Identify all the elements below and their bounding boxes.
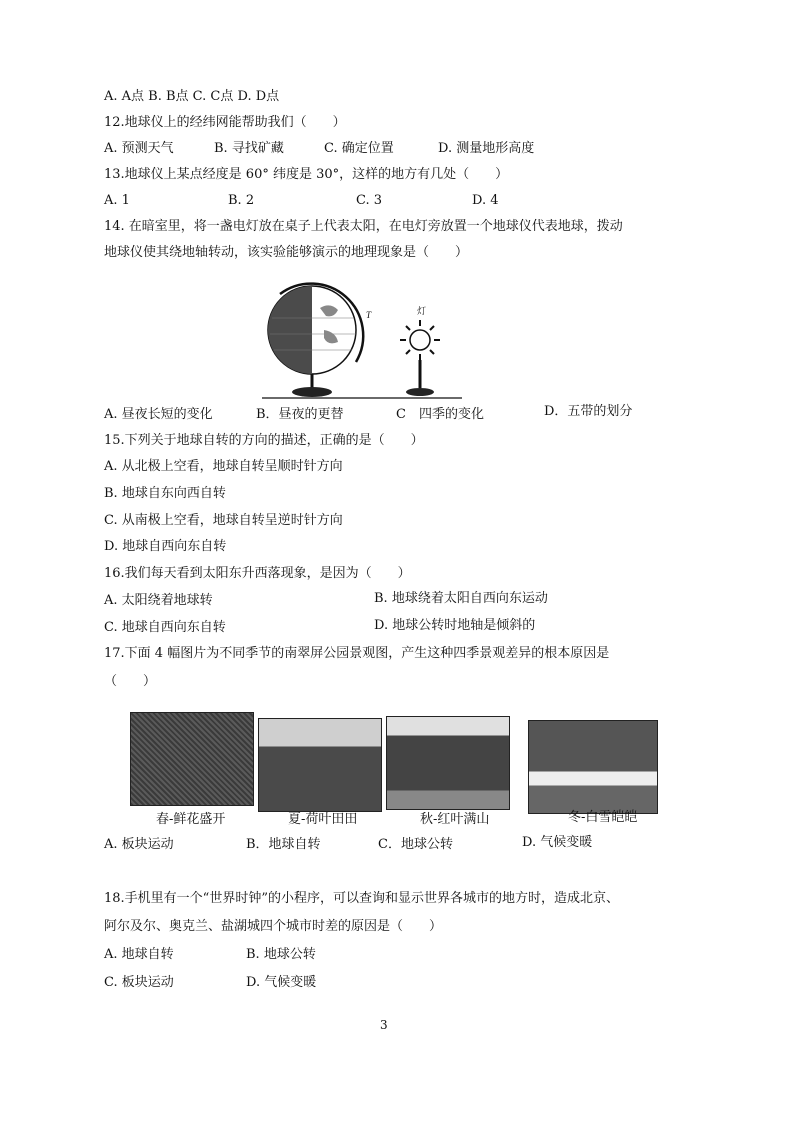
season-photo-spring [130, 712, 254, 806]
q12-option-d: D. 测量地形高度 [438, 141, 535, 156]
figure-label-t: T [366, 310, 372, 320]
q14-option-d: D．五带的划分 [544, 404, 633, 419]
q18-option-b: B. 地球公转 [246, 947, 316, 962]
q14-option-b: B．昼夜的更替 [256, 407, 344, 422]
q17-option-b: B．地球自转 [246, 837, 321, 852]
q13-option-c: C. 3 [356, 193, 383, 208]
q17-stem-line2: （ ） [104, 674, 157, 689]
q12-option-c: C. 确定位置 [324, 141, 394, 156]
q15-option-d: D. 地球自西向东自转 [104, 539, 227, 554]
q16-stem: 16.我们每天看到太阳东升西落现象，是因为（ ） [104, 566, 411, 581]
q14-option-a: A. 昼夜长短的变化 [104, 407, 213, 422]
q13-stem: 13.地球仪上某点经度是 60° 纬度是 30°，这样的地方有几处（ ） [104, 167, 509, 182]
q18-option-a: A. 地球自转 [104, 947, 174, 962]
q17-option-a: A. 板块运动 [104, 837, 174, 852]
q15-option-a: A. 从北极上空看，地球自转呈顺时针方向 [104, 459, 343, 474]
q18-stem-line1: 18.手机里有一个“世界时钟”的小程序，可以查询和显示世界各城市的地方时，造成北京、 [104, 891, 619, 906]
q14-stem-line1: 14. 在暗室里，将一盏电灯放在桌子上代表太阳，在电灯旁放置一个地球仪代表地球，拨动 [104, 219, 623, 234]
season-photo-summer [258, 718, 382, 812]
season-photo-winter [528, 720, 658, 814]
q15-option-b: B. 地球自东向西自转 [104, 486, 226, 501]
q11-options: A. A点 B. B点 C. C点 D. D点 [104, 89, 280, 104]
q18-stem-line2: 阿尔及尔、奥克兰、盐湖城四个城市时差的原因是（ ） [104, 919, 443, 934]
caption-summer: 夏-荷叶田田 [288, 812, 358, 827]
figure-label-lamp: 灯 [417, 307, 427, 317]
q18-option-c: C. 板块运动 [104, 975, 174, 990]
caption-autumn: 秋-红叶满山 [420, 812, 490, 827]
q12-stem: 12.地球仪上的经纬网能帮助我们（ ） [104, 115, 346, 130]
globe-lamp-figure [262, 278, 462, 402]
caption-spring: 春-鲜花盛开 [156, 812, 226, 827]
q13-option-d: D. 4 [472, 193, 499, 208]
q18-option-d: D. 气候变暖 [246, 975, 317, 990]
q15-option-c: C. 从南极上空看，地球自转呈逆时针方向 [104, 513, 343, 528]
q13-option-a: A. 1 [104, 193, 130, 208]
q12-option-a: A. 预测天气 [104, 141, 174, 156]
season-photo-autumn [386, 716, 510, 810]
caption-winter: 冬-白雪皑皑 [568, 810, 638, 825]
q17-option-d: D. 气候变暖 [522, 835, 593, 850]
q16-option-b: B. 地球绕着太阳自西向东运动 [374, 591, 548, 606]
q16-option-d: D. 地球公转时地轴是倾斜的 [374, 618, 536, 633]
q16-option-a: A. 太阳绕着地球转 [104, 593, 213, 608]
q14-stem-line2: 地球仪使其绕地轴转动，该实验能够演示的地理现象是（ ） [104, 245, 469, 260]
q15-stem: 15.下列关于地球自转的方向的描述，正确的是（ ） [104, 433, 424, 448]
q13-option-b: B. 2 [228, 193, 255, 208]
q17-option-c: C．地球公转 [378, 837, 453, 852]
sun-lamp-icon [400, 320, 440, 396]
q12-option-b: B. 寻找矿藏 [214, 141, 284, 156]
q16-option-c: C. 地球自西向东自转 [104, 620, 226, 635]
q17-stem-line1: 17.下面 4 幅图片为不同季节的南翠屏公园景观图，产生这种四季景观差异的根本原因是 [104, 646, 610, 661]
page-number: 3 [380, 1018, 388, 1032]
q14-option-c: C 四季的变化 [396, 407, 484, 422]
